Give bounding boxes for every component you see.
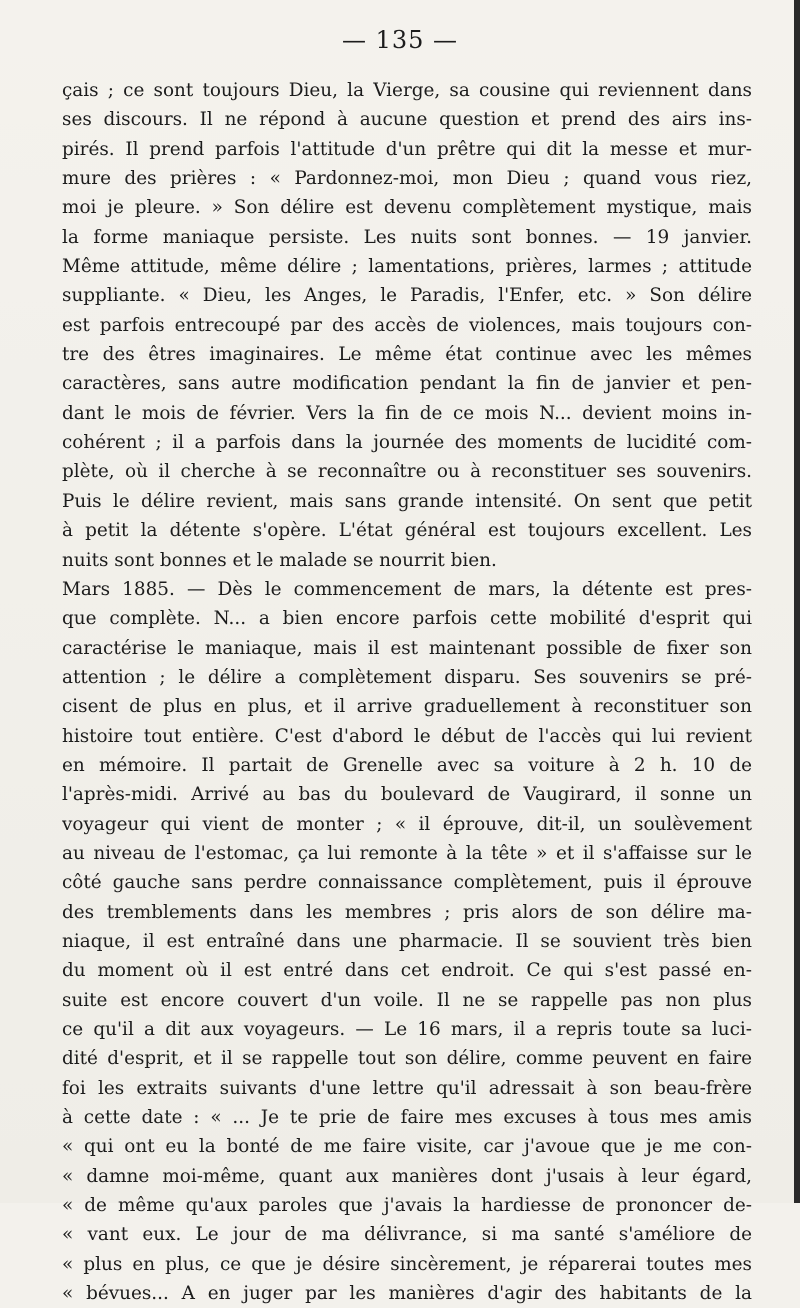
- text-line: cohérent ; il a parfois dans la journée des moments de lucidité com-: [62, 432, 752, 454]
- text-line: histoire tout entière. C'est d'abord le début de l'accès qui lui revient: [62, 725, 752, 747]
- text-line: moi je pleure. » Son délire est devenu complètement mystique, mais: [62, 197, 752, 219]
- text-line: suite est encore couvert d'un voile. Il ne se rappelle pas non plus: [62, 989, 752, 1011]
- body-text: [62, 76, 752, 1308]
- text-line: est parfois entrecoupé par des accès de violences, mais toujours con-: [62, 314, 752, 336]
- text-line: que complète. N... a bien encore parfois cette mobilité d'esprit qui: [62, 608, 752, 630]
- text-line: pirés. Il prend parfois l'attitude d'un prêtre qui dit la messe et mur-: [62, 138, 752, 160]
- text-line: mure des prières : « Pardonnez-moi, mon Dieu ; quand vous riez,: [62, 168, 752, 190]
- text-line: Mars 1885. — Dès le commencement de mars, la détente est pres-: [62, 578, 752, 600]
- text-line: « qui ont eu la bonté de me faire visite, car j'avoue que je me con-: [62, 1136, 752, 1158]
- text-line: caractères, sans autre modification pendant la fin de janvier et pen-: [62, 373, 752, 395]
- text-line: des tremblements dans les membres ; pris alors de son délire ma-: [62, 901, 752, 923]
- text-line: voyageur qui vient de monter ; « il éprouve, dit-il, un soulèvement: [62, 813, 752, 835]
- text-line: dité d'esprit, et il se rappelle tout son délire, comme peuvent en faire: [62, 1048, 752, 1070]
- text-line: caractérise le maniaque, mais il est maintenant possible de fixer son: [62, 637, 752, 659]
- text-line: ses discours. Il ne répond à aucune question et prend des airs ins-: [62, 109, 752, 131]
- text-line: l'après-midi. Arrivé au bas du boulevard de Vaugirard, il sonne un: [62, 784, 752, 806]
- text-line: suppliante. « Dieu, les Anges, le Paradis, l'Enfer, etc. » Son délire: [62, 285, 752, 307]
- text-line: attention ; le délire a complètement disparu. Ses souvenirs se pré-: [62, 666, 752, 688]
- text-line: à cette date : « ... Je te prie de faire mes excuses à tous mes amis: [62, 1107, 752, 1129]
- page-number: — 135 —: [341, 26, 459, 54]
- text-line: « vant eux. Le jour de ma délivrance, si ma santé s'améliore de: [62, 1224, 752, 1246]
- text-line: Même attitude, même délire ; lamentations, prières, larmes ; attitude: [62, 256, 752, 278]
- text-line: cisent de plus en plus, et il arrive graduellement à reconstituer son: [62, 696, 752, 718]
- text-line: niaque, il est entraîné dans une pharmacie. Il se souvient très bien: [62, 930, 752, 952]
- text-line: côté gauche sans perdre connaissance complètement, puis il éprouve: [62, 872, 752, 894]
- text-line: « bévues... A en juger par les manières d'agir des habitants de la: [62, 1283, 752, 1305]
- text-line: du moment où il est entré dans cet endroit. Ce qui s'est passé en-: [62, 960, 752, 982]
- text-line: Puis le délire revient, mais sans grande intensité. On sent que petit: [62, 490, 752, 512]
- text-line: à petit la détente s'opère. L'état général est toujours excellent. Les: [62, 520, 752, 542]
- text-line: « plus en plus, ce que je désire sincèrement, je réparerai toutes mes: [62, 1253, 752, 1275]
- text-line: ce qu'il a dit aux voyageurs. — Le 16 mars, il a repris toute sa luci-: [62, 1019, 752, 1040]
- text-line: nuits sont bonnes et le malade se nourrit bien.: [62, 549, 497, 571]
- text-line: en mémoire. Il partait de Grenelle avec sa voiture à 2 h. 10 de: [62, 754, 752, 776]
- text-line: la forme maniaque persiste. Les nuits sont bonnes. — 19 janvier.: [62, 226, 752, 248]
- text-line: au niveau de l'estomac, ça lui remonte à la tête » et il s'affaisse sur le: [62, 842, 752, 864]
- text-line: dant le mois de février. Vers la fin de ce mois N... devient moins in-: [62, 402, 752, 424]
- text-line: çais ; ce sont toujours Dieu, la Vierge, sa cousine qui reviennent dans: [62, 80, 752, 101]
- text-line: « damne moi-même, quant aux manières dont j'usais à leur égard,: [62, 1165, 752, 1187]
- text-line: tre des êtres imaginaires. Le même état continue avec les mêmes: [62, 344, 752, 366]
- text-line: « de même qu'aux paroles que j'avais la hardiesse de prononcer de-: [62, 1195, 752, 1217]
- text-line: plète, où il cherche à se reconnaître ou à reconstituer ses souvenirs.: [62, 461, 752, 483]
- page-edge-shadow: [794, 0, 800, 1203]
- text-line: foi les extraits suivants d'une lettre qu'il adressait à son beau-frère: [62, 1077, 752, 1099]
